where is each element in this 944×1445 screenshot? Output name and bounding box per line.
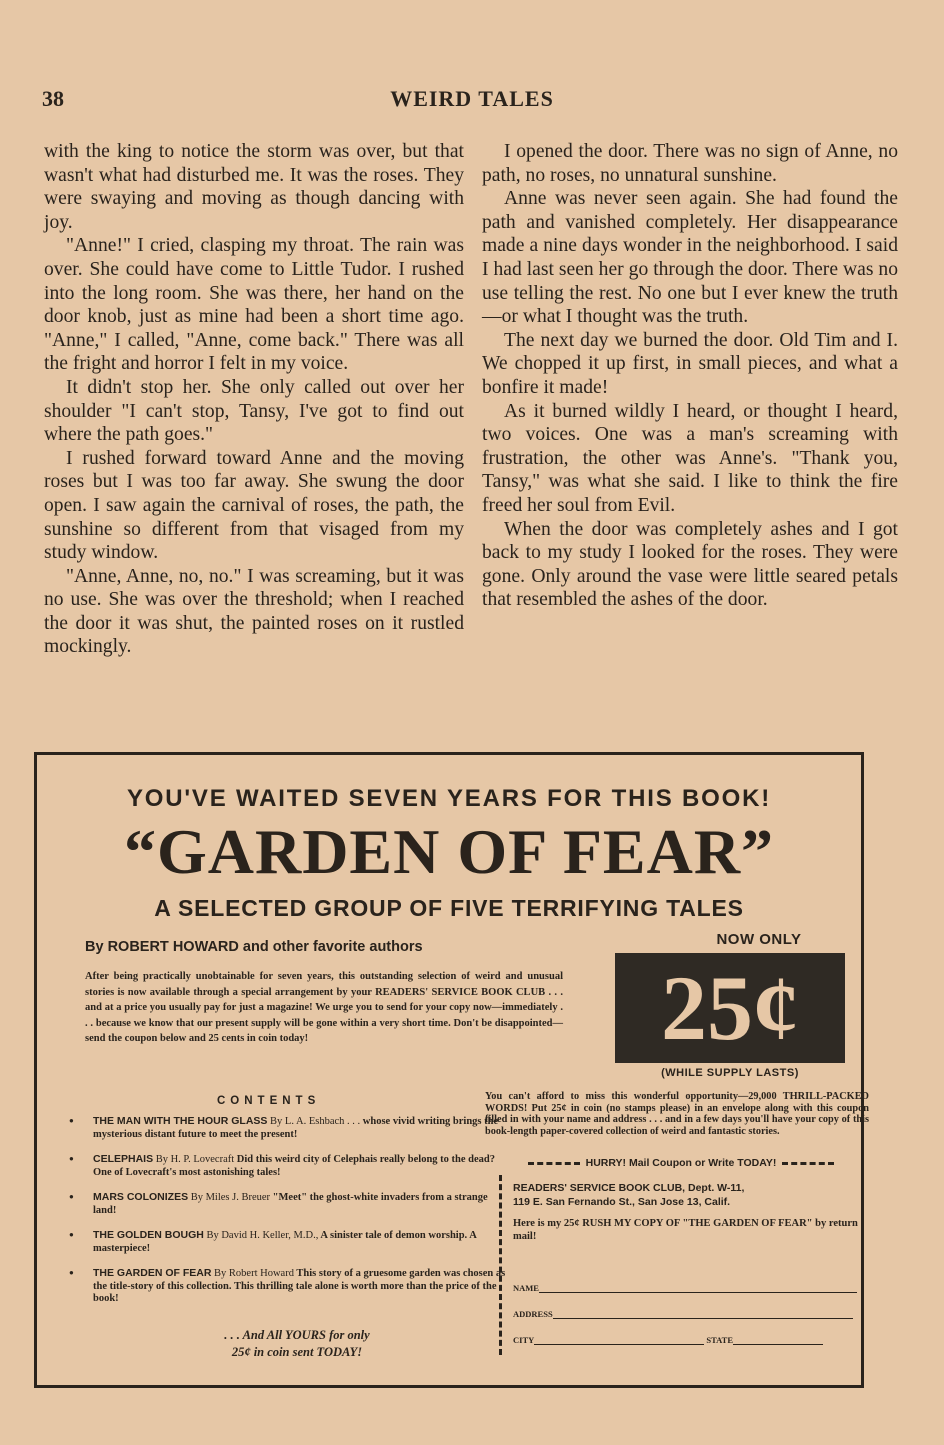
supply-note: (WHILE SUPPLY LASTS): [661, 1067, 799, 1079]
coupon-cut-line: [499, 1175, 502, 1355]
ad-authors: By ROBERT HOWARD and other favorite authors: [85, 939, 423, 955]
story-paragraph: It didn't stop her. She only called out over her shoulder "I can't stop, Tansy, I've got to find out where the path goes.": [44, 376, 464, 446]
name-field[interactable]: [513, 1283, 863, 1293]
story-paragraph: I rushed forward toward Anne and the moving roses but I was too far away. She swung the door open. I saw again the carnival of roses, the path, the sunshine so different from that visaged from my study window.: [44, 447, 464, 564]
page-number: 38: [42, 86, 64, 111]
story-author: By David H. Keller, M.D.,: [206, 1230, 319, 1241]
list-item: [63, 1267, 507, 1306]
story-description: A sinister tale of demon worship. A masterpiece!: [93, 1230, 477, 1254]
magazine-title: WEIRD TALES: [390, 86, 554, 111]
story-paragraph: As it burned wildly I heard, or thought I heard, two voices. One was a man's screaming with frustration, the other was Anne's. "Thank you, Tansy," was what she said. I like to think the fire freed her soul from Evil.: [482, 400, 898, 516]
name-label: NAME: [513, 1283, 539, 1293]
story-description: "Meet" the ghost-white invaders from a strange land!: [93, 1192, 488, 1216]
order-text: Here is my 25¢ RUSH MY COPY OF "THE GARDEN OF FEAR" by return mail!: [513, 1218, 858, 1242]
city-line: [534, 1344, 704, 1345]
coupon-body: [513, 1181, 863, 1243]
story-title: THE GARDEN OF FEAR: [93, 1267, 212, 1279]
story-title: CELEPHAIS: [93, 1153, 154, 1165]
list-item: [63, 1191, 507, 1217]
story-author: By H. P. Lovecraft: [155, 1154, 235, 1165]
story-paragraph: "Anne, Anne, no, no." I was screaming, but it was no use. She was over the threshold; when I reached the door it was shut, the painted roses on it rustled mockingly.: [44, 565, 464, 658]
address-line: [553, 1318, 853, 1319]
story-left-column: [44, 140, 464, 659]
story-paragraph: Anne was never seen again. She had found the path and vanished completely. Her disappearance made a nine days wonder in the neighborhood. I said I had last seen her go through the door. There was no use telling the rest. No one but I ever knew the truth—or what I thought was the truth.: [482, 188, 898, 328]
story-paragraph: I opened the door. There was no sign of Anne, no path, no roses, no unnatural sunshine.: [482, 141, 898, 186]
club-address: 119 E. San Fernando St., San Jose 13, Calif.: [513, 1196, 731, 1208]
coupon-heading: [495, 1157, 867, 1169]
ad-headline: YOU'VE WAITED SEVEN YEARS FOR THIS BOOK!: [126, 785, 771, 812]
club-name: READERS' SERVICE BOOK CLUB, Dept. W-11,: [513, 1182, 745, 1194]
story-description: This story of a gruesome garden was chosen as the title-story of this collection. This thrilling tale alone is worth more than the price of the book!: [93, 1268, 506, 1304]
city-label: CITY: [513, 1335, 535, 1345]
story-title: THE GOLDEN BOUGH: [93, 1229, 204, 1241]
list-item: [63, 1229, 507, 1255]
story-author: By Robert Howard: [214, 1268, 294, 1279]
address-label: ADDRESS: [513, 1309, 553, 1319]
price-label: NOW ONLY: [716, 931, 802, 948]
contents-heading: CONTENTS: [217, 1095, 321, 1107]
ad-subtitle: A SELECTED GROUP OF FIVE TERRIFYING TALES: [154, 895, 744, 921]
story-paragraph: The next day we burned the door. Old Tim and I. We chopped it up first, in small pieces, and what a bonfire it made!: [482, 329, 898, 398]
state-line: [733, 1344, 823, 1345]
story-title: MARS COLONIZES: [93, 1191, 189, 1203]
list-item: [63, 1153, 507, 1179]
order-coupon: [495, 1157, 867, 1357]
ad-intro-text: After being practically unobtainable for seven years, this outstanding selection of weird and unusual stories is now available through a special arrangement by your READERS' SERVICE BOOK CLUB . . . and at a price you usually pay for just a magazine! We urge you to send for your copy now—immediately . . . because we know that our present supply will be gone within a very short time. Don't be disappointed—send the coupon below and 25 cents in coin today!: [85, 971, 563, 1045]
offer-text: You can't afford to miss this wonderful opportunity—29,000 THRILL-PACKED WORDS! Put 25¢ in coin (no stamps please) in an envelope along with this coupon filled in with your name and address . . . and in a few days you'll have your copy of this book-length paper-covered collection of weird and fantastic stories.: [485, 1091, 869, 1137]
story-paragraph: with the king to notice the storm was over, but that wasn't what had disturbed me. It was the roses. They were swaying and moving as though dancing with joy.: [44, 141, 464, 233]
page-header: [40, 86, 904, 120]
closing-line: 25¢ in coin sent TODAY!: [231, 1345, 363, 1359]
closing-line: . . . And All YOURS for only: [224, 1328, 370, 1342]
book-advertisement: [34, 752, 869, 1388]
story-paragraph: "Anne!" I cried, clasping my throat. The rain was over. She could have come to Little Tudor. I rushed into the long room. She was there, her hand on the door knob, just as mine had been a short time ago. "Anne," I called, "Anne, come back." There was all the fright and horror I felt in my voice.: [44, 235, 464, 375]
list-item: [63, 1115, 507, 1141]
story-title: THE MAN WITH THE HOUR GLASS: [93, 1115, 268, 1127]
story-author: By Miles J. Breuer: [190, 1192, 271, 1203]
price-value: 25¢: [661, 957, 799, 1059]
closing-call: [147, 1327, 447, 1361]
story-author: By L. A. Eshbach . . .: [270, 1116, 361, 1127]
story-description: whose vivid writing brings the mysterious distant future to meet the present!: [93, 1116, 499, 1140]
price-box: [615, 953, 845, 1063]
contents-list: [63, 1115, 507, 1318]
state-label: STATE: [706, 1335, 734, 1345]
story-right-column: [482, 140, 898, 612]
name-line: [539, 1292, 857, 1293]
story-description: Did this weird city of Celephais really belong to the dead? One of Lovecraft's most astonishing tales!: [93, 1154, 496, 1178]
story-paragraph: When the door was completely ashes and I got back to my study I looked for the roses. They were gone. Only around the vase were little seared petals that resembled the ashes of the door.: [482, 518, 898, 611]
ad-book-title: “GARDEN OF FEAR”: [123, 816, 775, 887]
address-field[interactable]: [513, 1309, 863, 1319]
city-state-field[interactable]: [513, 1335, 863, 1345]
coupon-heading-text: HURRY! Mail Coupon or Write TODAY!: [585, 1157, 777, 1169]
